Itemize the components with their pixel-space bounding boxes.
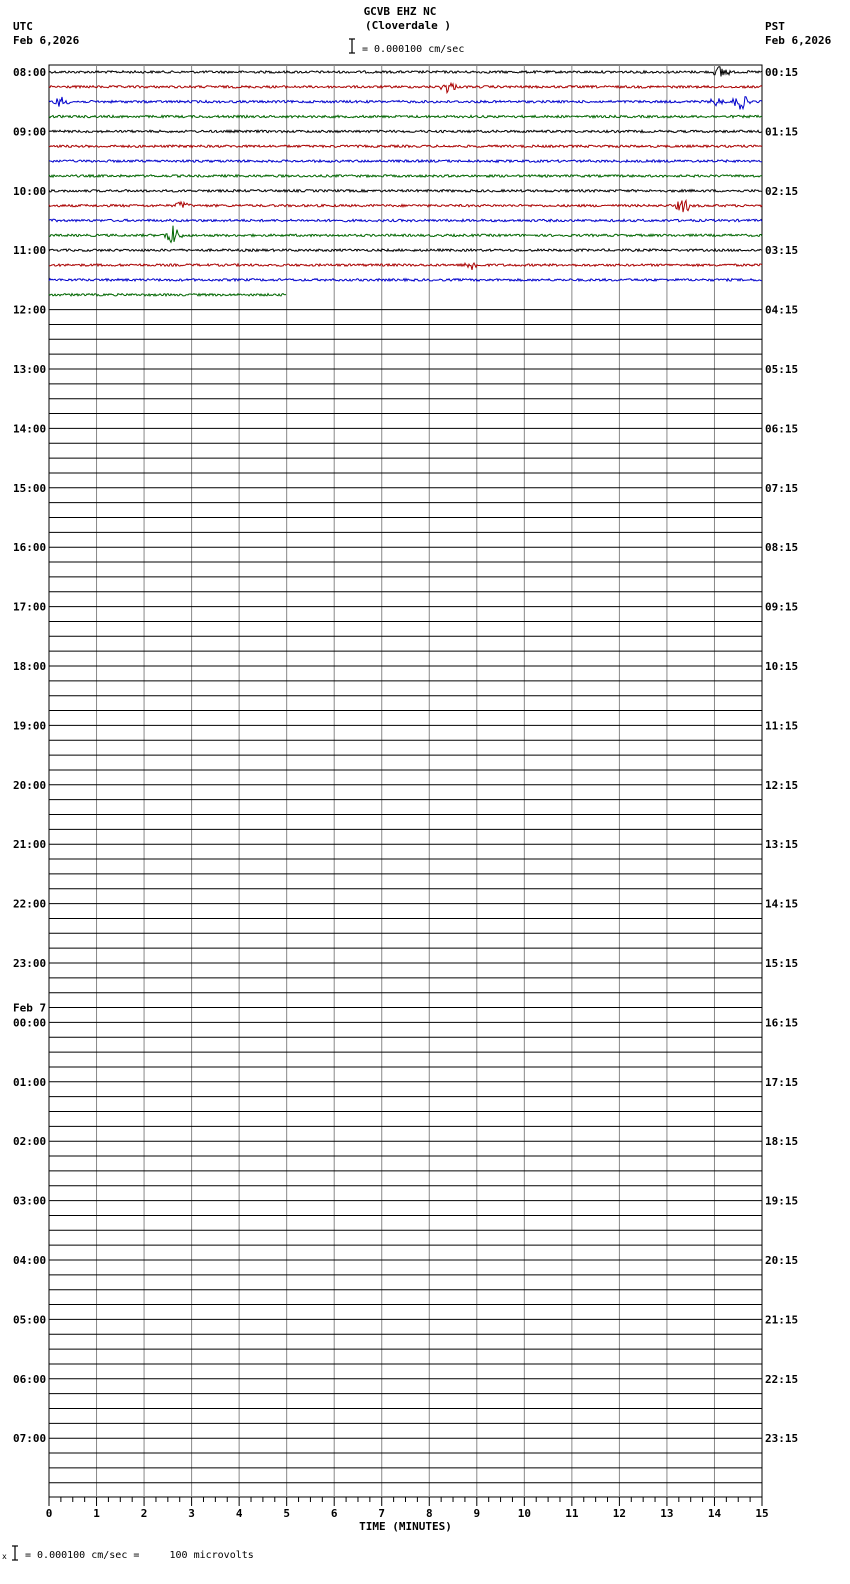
x-tick-label: 10 bbox=[517, 1507, 531, 1520]
x-tick-label: 4 bbox=[235, 1507, 243, 1520]
utc-hour-label: 22:00 bbox=[13, 897, 47, 911]
pst-hour-label: 17:15 bbox=[765, 1075, 799, 1089]
scale-text: = 0.000100 cm/sec bbox=[362, 44, 465, 55]
seismic-trace bbox=[49, 190, 762, 192]
pst-hour-label: 20:15 bbox=[765, 1254, 799, 1267]
seismic-trace bbox=[49, 97, 762, 110]
seismic-trace bbox=[49, 249, 762, 251]
footer-marker: x bbox=[2, 1552, 7, 1561]
utc-hour-label: 19:00 bbox=[13, 719, 47, 733]
utc-hour-label: 20:00 bbox=[13, 778, 47, 792]
utc-hour-label: 10:00 bbox=[13, 184, 47, 198]
pst-hour-label: 16:15 bbox=[765, 1016, 799, 1030]
seismic-trace bbox=[49, 83, 762, 92]
utc-hour-label: 13:00 bbox=[13, 363, 47, 376]
x-tick-label: 3 bbox=[188, 1507, 195, 1520]
time-axis bbox=[46, 1497, 769, 1533]
utc-hour-label: 07:00 bbox=[13, 1432, 47, 1446]
footer-scale-text: = 0.000100 cm/sec = 100 microvolts bbox=[25, 1550, 254, 1561]
pst-hour-label: 09:15 bbox=[765, 600, 799, 614]
utc-hour-label: 11:00 bbox=[13, 244, 47, 258]
seismic-trace bbox=[49, 145, 762, 147]
utc-hour-label: 02:00 bbox=[13, 1135, 47, 1149]
x-tick-label: 8 bbox=[425, 1507, 433, 1520]
x-tick-label: 0 bbox=[45, 1507, 53, 1520]
x-tick-label: 14 bbox=[707, 1507, 722, 1520]
x-tick-label: 5 bbox=[283, 1507, 290, 1520]
x-axis-label: TIME (MINUTES) bbox=[359, 1520, 452, 1533]
utc-hour-label: 15:00 bbox=[13, 481, 47, 495]
seismic-trace bbox=[49, 226, 762, 243]
seismic-trace bbox=[49, 219, 762, 221]
pst-hour-label: 21:15 bbox=[765, 1313, 799, 1327]
pst-hour-label: 07:15 bbox=[765, 481, 799, 495]
utc-hour-label: 04:00 bbox=[13, 1254, 47, 1267]
x-tick-label: 9 bbox=[473, 1507, 481, 1520]
pst-hour-label: 04:15 bbox=[765, 303, 799, 317]
x-tick-label: 15 bbox=[755, 1507, 769, 1520]
utc-hour-label: 06:00 bbox=[13, 1372, 47, 1386]
station-title: GCVB EHZ NC bbox=[363, 5, 437, 18]
seismic-trace bbox=[49, 201, 762, 213]
pst-label: PST bbox=[765, 20, 785, 33]
pst-hour-label: 19:15 bbox=[765, 1194, 799, 1208]
pst-hour-label: 06:15 bbox=[765, 422, 799, 436]
x-tick-label: 2 bbox=[140, 1507, 148, 1520]
pst-hour-label: 03:15 bbox=[765, 244, 799, 258]
utc-label: UTC bbox=[13, 20, 33, 33]
seismic-trace bbox=[49, 115, 762, 117]
date-change-label: Feb 7 bbox=[13, 1001, 47, 1015]
pst-hour-label: 08:15 bbox=[765, 541, 799, 555]
utc-hour-label: 08:00 bbox=[13, 66, 47, 79]
pst-hour-label: 15:15 bbox=[765, 957, 799, 970]
utc-hour-label: 00:00 bbox=[13, 1016, 47, 1030]
pst-hour-label: 18:15 bbox=[765, 1135, 799, 1149]
utc-hour-label: 23:00 bbox=[13, 957, 47, 970]
pst-hour-label: 12:15 bbox=[765, 778, 799, 792]
pst-hour-label: 14:15 bbox=[765, 897, 799, 911]
utc-hour-label: 12:00 bbox=[13, 303, 47, 317]
pst-hour-label: 11:15 bbox=[765, 719, 799, 733]
seismic-trace bbox=[49, 263, 762, 270]
x-tick-label: 12 bbox=[612, 1507, 627, 1520]
x-tick-label: 13 bbox=[660, 1507, 674, 1520]
utc-hour-label: 05:00 bbox=[13, 1313, 47, 1327]
utc-hour-label: 17:00 bbox=[13, 600, 47, 614]
x-tick-label: 6 bbox=[330, 1507, 338, 1520]
x-tick-label: 11 bbox=[565, 1507, 579, 1520]
utc-hour-label: 21:00 bbox=[13, 838, 47, 852]
utc-hour-label: 03:00 bbox=[13, 1194, 47, 1208]
x-tick-label: 7 bbox=[378, 1507, 386, 1520]
x-tick-label: 1 bbox=[93, 1507, 100, 1520]
utc-hour-label: 18:00 bbox=[13, 660, 47, 673]
seismic-trace bbox=[49, 175, 762, 177]
seismic-traces bbox=[49, 67, 762, 1483]
seismic-trace bbox=[49, 279, 762, 281]
pst-hour-label: 22:15 bbox=[765, 1372, 799, 1386]
station-location: (Cloverdale ) bbox=[364, 19, 452, 32]
footer-scale-bar-icon bbox=[10, 1545, 20, 1563]
seismic-trace bbox=[49, 294, 286, 296]
pst-hour-label: 23:15 bbox=[765, 1432, 799, 1446]
utc-hour-label: 16:00 bbox=[13, 541, 47, 555]
pst-hour-label: 02:15 bbox=[765, 184, 799, 198]
utc-date: Feb 6,2026 bbox=[13, 34, 80, 47]
pst-date: Feb 6,2026 bbox=[765, 34, 832, 47]
seismic-trace bbox=[49, 130, 762, 132]
seismic-trace bbox=[49, 67, 762, 77]
pst-hour-label: 10:15 bbox=[765, 660, 799, 673]
utc-hour-label: 01:00 bbox=[13, 1075, 47, 1089]
pst-hour-label: 00:15 bbox=[765, 66, 799, 79]
utc-hour-label: 14:00 bbox=[13, 422, 47, 436]
seismic-trace bbox=[49, 160, 762, 162]
utc-hour-label: 09:00 bbox=[13, 125, 47, 139]
pst-hour-label: 01:15 bbox=[765, 125, 799, 139]
pst-hour-label: 13:15 bbox=[765, 838, 799, 852]
pst-hour-label: 05:15 bbox=[765, 363, 799, 376]
